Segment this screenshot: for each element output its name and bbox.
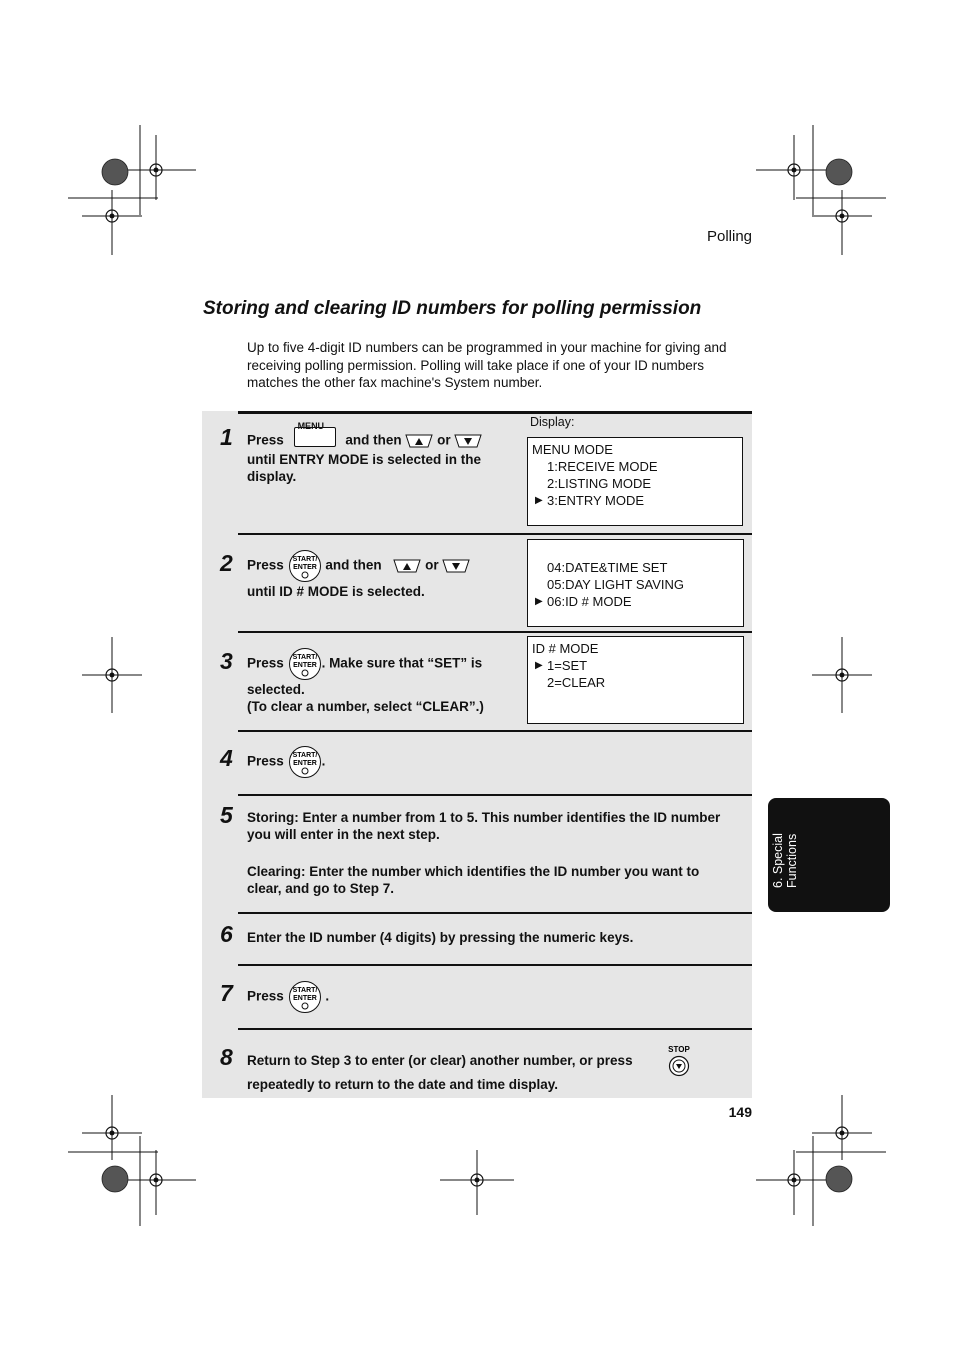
selection-arrow-icon: ▶ bbox=[535, 660, 543, 671]
lcd-display-2: 04:DATE&TIME SET 05:DAY LIGHT SAVING ▶ 06:ID # MODE bbox=[527, 539, 744, 627]
svg-text:ENTER: ENTER bbox=[292, 662, 317, 669]
step-separator bbox=[238, 533, 752, 535]
step-separator bbox=[238, 631, 752, 633]
svg-text:START/: START/ bbox=[292, 987, 317, 994]
step-number: 3 bbox=[220, 648, 233, 674]
stop-key-icon bbox=[664, 1043, 694, 1077]
page-title: Storing and clearing ID numbers for polling permission bbox=[203, 298, 702, 319]
step-separator bbox=[238, 1028, 752, 1030]
start-enter-key-icon bbox=[288, 980, 322, 1014]
step-number: 1 bbox=[220, 424, 233, 450]
step-separator bbox=[238, 730, 752, 732]
step-number: 6 bbox=[220, 921, 233, 947]
step-number: 7 bbox=[220, 980, 233, 1006]
chapter-tab-label: 6. Special Functions bbox=[771, 833, 799, 888]
lcd-display-3: ID # MODE ▶ 1=SET 2=CLEAR bbox=[527, 636, 744, 724]
step-number: 8 bbox=[220, 1044, 233, 1070]
step-separator bbox=[238, 912, 752, 914]
down-arrow-key-icon bbox=[454, 434, 482, 448]
section-header: Polling bbox=[706, 228, 752, 245]
start-enter-key-icon bbox=[288, 549, 322, 583]
step-8-line2: repeatedly to return to the date and time display. bbox=[247, 1077, 559, 1092]
intro-paragraph: Up to five 4-digit ID numbers can be programmed in your machine for giving and receiving polling permission. Polling will take place if one of your ID numbers matches the other fax machine's System number. bbox=[247, 340, 727, 390]
page-number: 149 bbox=[728, 1104, 752, 1120]
svg-text:STOP: STOP bbox=[668, 1045, 690, 1054]
step-2-text: Press START/ ENTER and then or until ID # MODE is selected. bbox=[247, 549, 517, 600]
step-8-line1: Return to Step 3 to enter (or clear) another number, or press bbox=[247, 1053, 633, 1068]
svg-text:START/: START/ bbox=[292, 556, 317, 563]
step-number: 2 bbox=[220, 550, 233, 576]
start-enter-key-icon bbox=[288, 647, 322, 681]
selection-arrow-icon: ▶ bbox=[535, 495, 543, 506]
step-number: 5 bbox=[220, 802, 233, 828]
step-4-text: Press START/ ENTER . bbox=[247, 745, 547, 779]
step-separator bbox=[238, 794, 752, 796]
svg-text:START/: START/ bbox=[292, 752, 317, 759]
step-6-text: Enter the ID number (4 digits) by pressing the numeric keys. bbox=[247, 930, 634, 945]
step-3-text: Press START/ ENTER . Make sure that “SET” is selected. (To clear a number, select “CLEAR”.) bbox=[247, 647, 522, 715]
step-separator bbox=[238, 964, 752, 966]
up-arrow-key-icon bbox=[405, 434, 433, 448]
step-7-text: Press START/ ENTER . bbox=[247, 980, 547, 1014]
step-1-text: Press MENU and then or until ENTRY MODE is selected in the display. bbox=[247, 421, 482, 484]
lcd-display-1: MENU MODE 1:RECEIVE MODE 2:LISTING MODE ▶ 3:ENTRY MODE bbox=[527, 437, 743, 526]
svg-text:ENTER: ENTER bbox=[292, 760, 317, 767]
svg-text:START/: START/ bbox=[292, 654, 317, 661]
display-label: Display: bbox=[530, 415, 575, 429]
svg-text:ENTER: ENTER bbox=[292, 995, 317, 1002]
panel-top-rule bbox=[238, 411, 752, 414]
step-5-clearing: Clearing: Enter the number which identifies the ID number you want to clear, and go to Step 7. bbox=[247, 864, 700, 896]
svg-text:ENTER: ENTER bbox=[292, 564, 317, 571]
start-enter-key-icon bbox=[288, 745, 322, 779]
step-5-storing: Storing: Enter a number from 1 to 5. This number identifies the ID number you will enter in the next step. bbox=[247, 810, 721, 842]
up-arrow-key-icon bbox=[393, 559, 421, 573]
down-arrow-key-icon bbox=[442, 559, 470, 573]
selection-arrow-icon: ▶ bbox=[535, 596, 543, 607]
step-number: 4 bbox=[220, 745, 233, 771]
menu-key-icon: MENU bbox=[294, 427, 336, 447]
